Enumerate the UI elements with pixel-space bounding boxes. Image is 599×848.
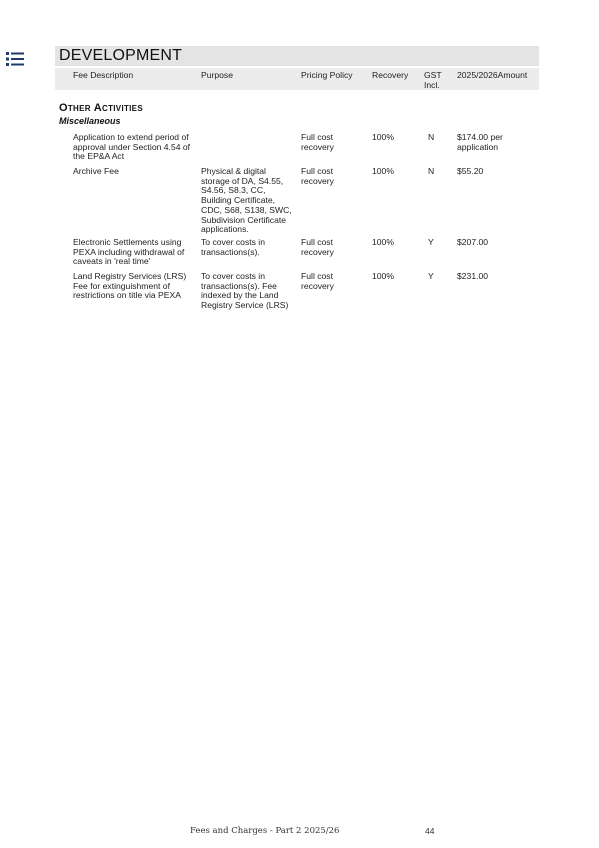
fee-purpose: Physical & digital storage of DA, S4.55, S4.56, S8.3, CC, Building Certificate, CDC, S68, S138, SWC, Subdivision Certificate applications. bbox=[201, 166, 292, 235]
fee-recovery: 100% bbox=[372, 166, 394, 176]
section-header bbox=[55, 46, 539, 66]
col-fee-description: Fee Description bbox=[73, 70, 134, 80]
fee-gst: Y bbox=[428, 237, 434, 247]
fee-recovery: 100% bbox=[372, 132, 394, 142]
fee-pricing-policy: Full cost recovery bbox=[301, 166, 334, 186]
fee-recovery: 100% bbox=[372, 271, 394, 281]
fee-amount: $207.00 bbox=[457, 237, 489, 247]
col-pricing-policy: Pricing Policy bbox=[301, 70, 353, 80]
col-purpose: Purpose bbox=[201, 70, 234, 80]
table-header bbox=[55, 68, 539, 90]
subgroup-title: Miscellaneous bbox=[59, 116, 121, 126]
fee-amount: $55.20 bbox=[457, 166, 484, 176]
fee-description: Land Registry Services (LRS) Fee for extinguishment of restrictions on title via PEXA bbox=[73, 271, 187, 301]
fee-description: Application to extend period of approval under Section 4.54 of the EP&A Act bbox=[73, 132, 191, 162]
section-title: DEVELOPMENT bbox=[59, 47, 183, 64]
page-number: 44 bbox=[425, 826, 435, 836]
col-amount: 2025/2026Amount bbox=[457, 70, 528, 80]
fee-gst: N bbox=[428, 166, 435, 176]
fee-description: Electronic Settlements using PEXA including withdrawal of caveats in 'real time' bbox=[73, 237, 185, 267]
list-icon[interactable] bbox=[6, 51, 24, 67]
fee-pricing-policy: Full cost recovery bbox=[301, 271, 334, 291]
fee-gst: N bbox=[428, 132, 435, 142]
fee-pricing-policy: Full cost recovery bbox=[301, 237, 334, 257]
fee-amount: $174.00 per application bbox=[457, 132, 503, 152]
col-gst-incl: GST Incl. bbox=[424, 70, 442, 90]
fee-pricing-policy: Full cost recovery bbox=[301, 132, 334, 152]
footer-title: Fees and Charges - Part 2 2025/26 bbox=[190, 826, 340, 836]
fee-gst: Y bbox=[428, 271, 434, 281]
fee-purpose: To cover costs in transactions(s). bbox=[201, 237, 265, 257]
fee-amount: $231.00 bbox=[457, 271, 489, 281]
fee-recovery: 100% bbox=[372, 237, 394, 247]
col-recovery: Recovery bbox=[372, 70, 409, 80]
fee-purpose: To cover costs in transactions(s). Fee indexed by the Land Registry Service (LRS) bbox=[201, 271, 289, 311]
fee-description: Archive Fee bbox=[73, 166, 119, 176]
group-title: Other Activities bbox=[59, 102, 143, 114]
